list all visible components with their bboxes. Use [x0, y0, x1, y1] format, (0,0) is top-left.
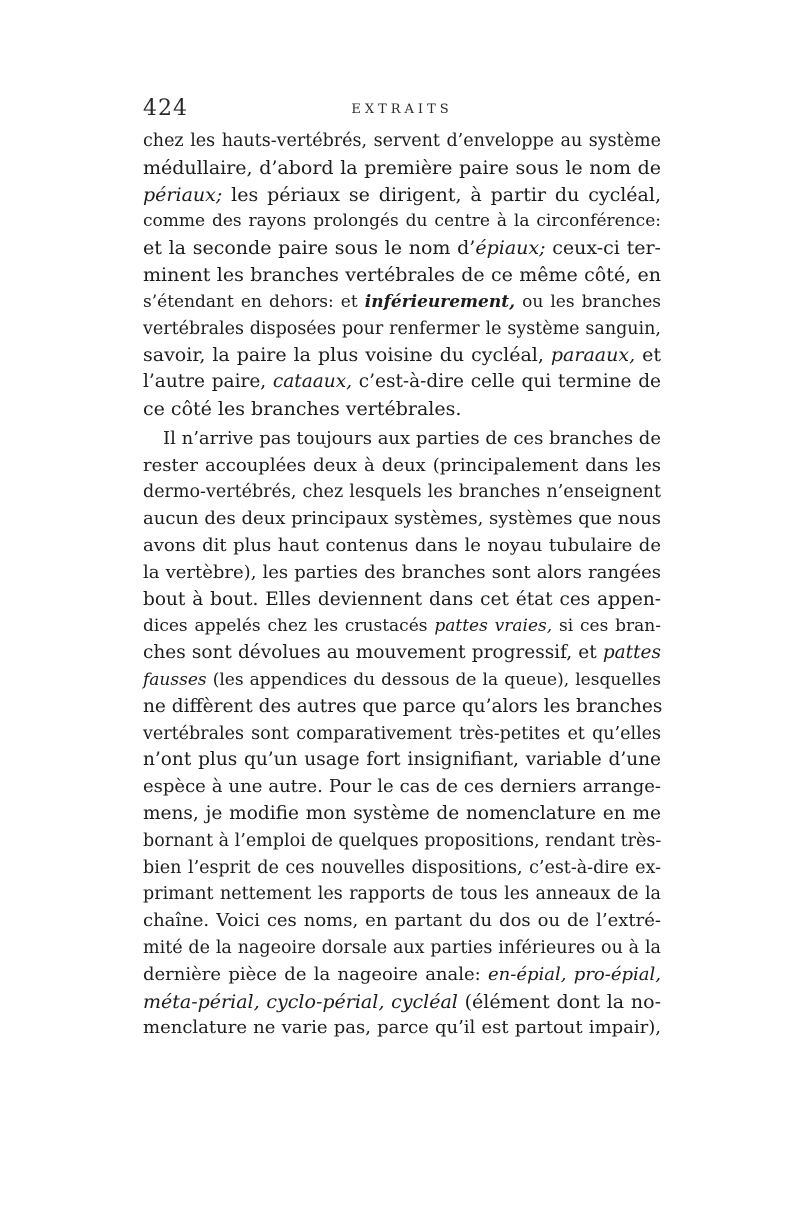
text-line: [143, 962, 661, 989]
text-run: dernière pièce de la nageoire anale:: [143, 963, 489, 985]
page-header: [143, 96, 661, 126]
text-run: (élément dont la no-: [457, 990, 661, 1013]
page-number: 424: [143, 96, 188, 121]
text-run: primant nettement les rapports de tous les anneaux de la: [143, 884, 661, 905]
text-line: [143, 935, 661, 962]
text-run: ou les branches: [515, 291, 661, 312]
text-run: ches sont dévolues au mouvement progressif, et: [143, 642, 603, 664]
text-run: chaîne. Voici ces noms, en partant du dos ou de l’extré-: [143, 910, 661, 932]
text-run: bout à bout. Elles deviennent dans cet état ces appen-: [143, 588, 661, 610]
text-line: [143, 316, 661, 343]
text-run: bornant à l’emploi de quelques propositions, rendant très-: [143, 830, 662, 851]
text-line: [143, 587, 661, 614]
text-line: [143, 828, 661, 855]
italic-term: fausses: [143, 669, 207, 690]
text-line: [143, 747, 661, 774]
italic-term: périaux;: [143, 183, 223, 206]
text-line: [143, 881, 661, 908]
italic-term: cataaux,: [272, 371, 353, 393]
italic-term: paraaux,: [550, 344, 636, 367]
italic-term: en-épial, pro-épial,: [488, 963, 661, 985]
text-line: [143, 908, 661, 935]
text-run: minent les branches vertébrales de ce même côté, en: [143, 263, 661, 286]
text-line: [143, 801, 661, 828]
text-line: [143, 182, 661, 209]
italic-term: épiaux;: [475, 237, 546, 260]
text-run: savoir, la paire la plus voisine du cycléal,: [143, 344, 551, 367]
text-run: mité de la nageoire dorsale aux parties inférieures ou à la: [143, 937, 661, 958]
text-line: [143, 369, 661, 396]
text-line: [143, 342, 661, 369]
text-run: (les appendices du dessous de la queue), lesquelles: [206, 669, 661, 690]
text-run: aucun des deux principaux systèmes, systèmes que nous: [143, 508, 662, 530]
text-line: [143, 640, 661, 667]
text-line: [143, 694, 661, 721]
italic-term: pattes vraies,: [434, 616, 553, 637]
text-run: l’autre paire,: [143, 371, 273, 393]
text-run: c’est-à-dire celle qui termine de: [352, 371, 661, 393]
text-line: [143, 262, 661, 289]
text-run: ceux-ci ter-: [545, 237, 661, 260]
text-line: [143, 235, 661, 262]
text-run: s’étendant en dehors: et: [143, 291, 365, 312]
text-run: mens, je modifie mon système de nomenclature en me: [143, 802, 661, 824]
text-run: médullaire, d’abord la première paire sous le nom de: [143, 156, 661, 179]
text-line: [143, 289, 661, 316]
body-text: [143, 128, 661, 1042]
text-run: ne diffèrent des autres que parce qu’alors les branches: [143, 695, 663, 717]
text-run: Il n’arrive pas toujours aux parties de ces branches de: [163, 427, 661, 449]
text-run: comme des rayons prolongés du centre à la circonférence:: [143, 211, 661, 232]
text-run: avons dit plus haut contenus dans le noyau tubulaire de: [143, 534, 661, 556]
text-line: [143, 453, 661, 480]
text-run: vertébrales sont comparativement très-petites et qu’elles: [143, 723, 661, 744]
text-line: [143, 479, 661, 506]
text-line: [143, 667, 661, 694]
text-run: ce côté les branches vertébrales.: [143, 397, 462, 420]
text-run: bien l’esprit de ces nouvelles dispositions, c’est-à-dire ex-: [143, 857, 661, 878]
running-head: EXTRAITS: [351, 102, 453, 117]
text-run: dermo-vertébrés, chez lesquels les branches n’enseignent: [143, 482, 661, 503]
text-run: si ces bran-: [552, 616, 661, 637]
text-line: [143, 155, 661, 182]
text-run: les périaux se dirigent, à partir du cycléal,: [222, 183, 661, 206]
text-line: [143, 208, 661, 235]
text-line: [143, 426, 661, 453]
text-run: menclature ne varie pas, parce qu’il est partout impair),: [143, 1017, 661, 1039]
text-run: et: [635, 344, 661, 367]
italic-term: méta-périal, cyclo-périal, cycléal: [143, 990, 458, 1013]
text-line: [143, 533, 661, 560]
italic-term: inférieurement,: [364, 291, 515, 312]
text-run: espèce à une autre. Pour le cas de ces derniers arrange-: [143, 776, 661, 798]
italic-term: pattes: [602, 642, 661, 664]
text-line: [143, 855, 661, 882]
text-line: [143, 989, 661, 1016]
text-run: vertébrales disposées pour renfermer le système sanguin,: [143, 318, 661, 339]
text-line: [143, 774, 661, 801]
text-run: dices appelés chez les crustacés: [143, 616, 435, 637]
text-line: [143, 560, 661, 587]
text-line: [143, 613, 661, 640]
text-run: n’ont plus qu’un usage fort insignifiant, variable d’une: [143, 749, 661, 771]
text-line: [143, 721, 661, 748]
text-line: [143, 396, 661, 423]
text-line: [143, 506, 661, 533]
text-line: [143, 128, 661, 155]
text-run: la vertèbre), les parties des branches sont alors rangées: [143, 561, 661, 583]
text-line: [143, 1015, 661, 1042]
text-run: rester accouplées deux à deux (principalement dans les: [143, 454, 661, 476]
text-run: et la seconde paire sous le nom d’: [143, 237, 476, 260]
text-run: chez les hauts-vertébrés, servent d’enveloppe au système: [143, 131, 661, 151]
